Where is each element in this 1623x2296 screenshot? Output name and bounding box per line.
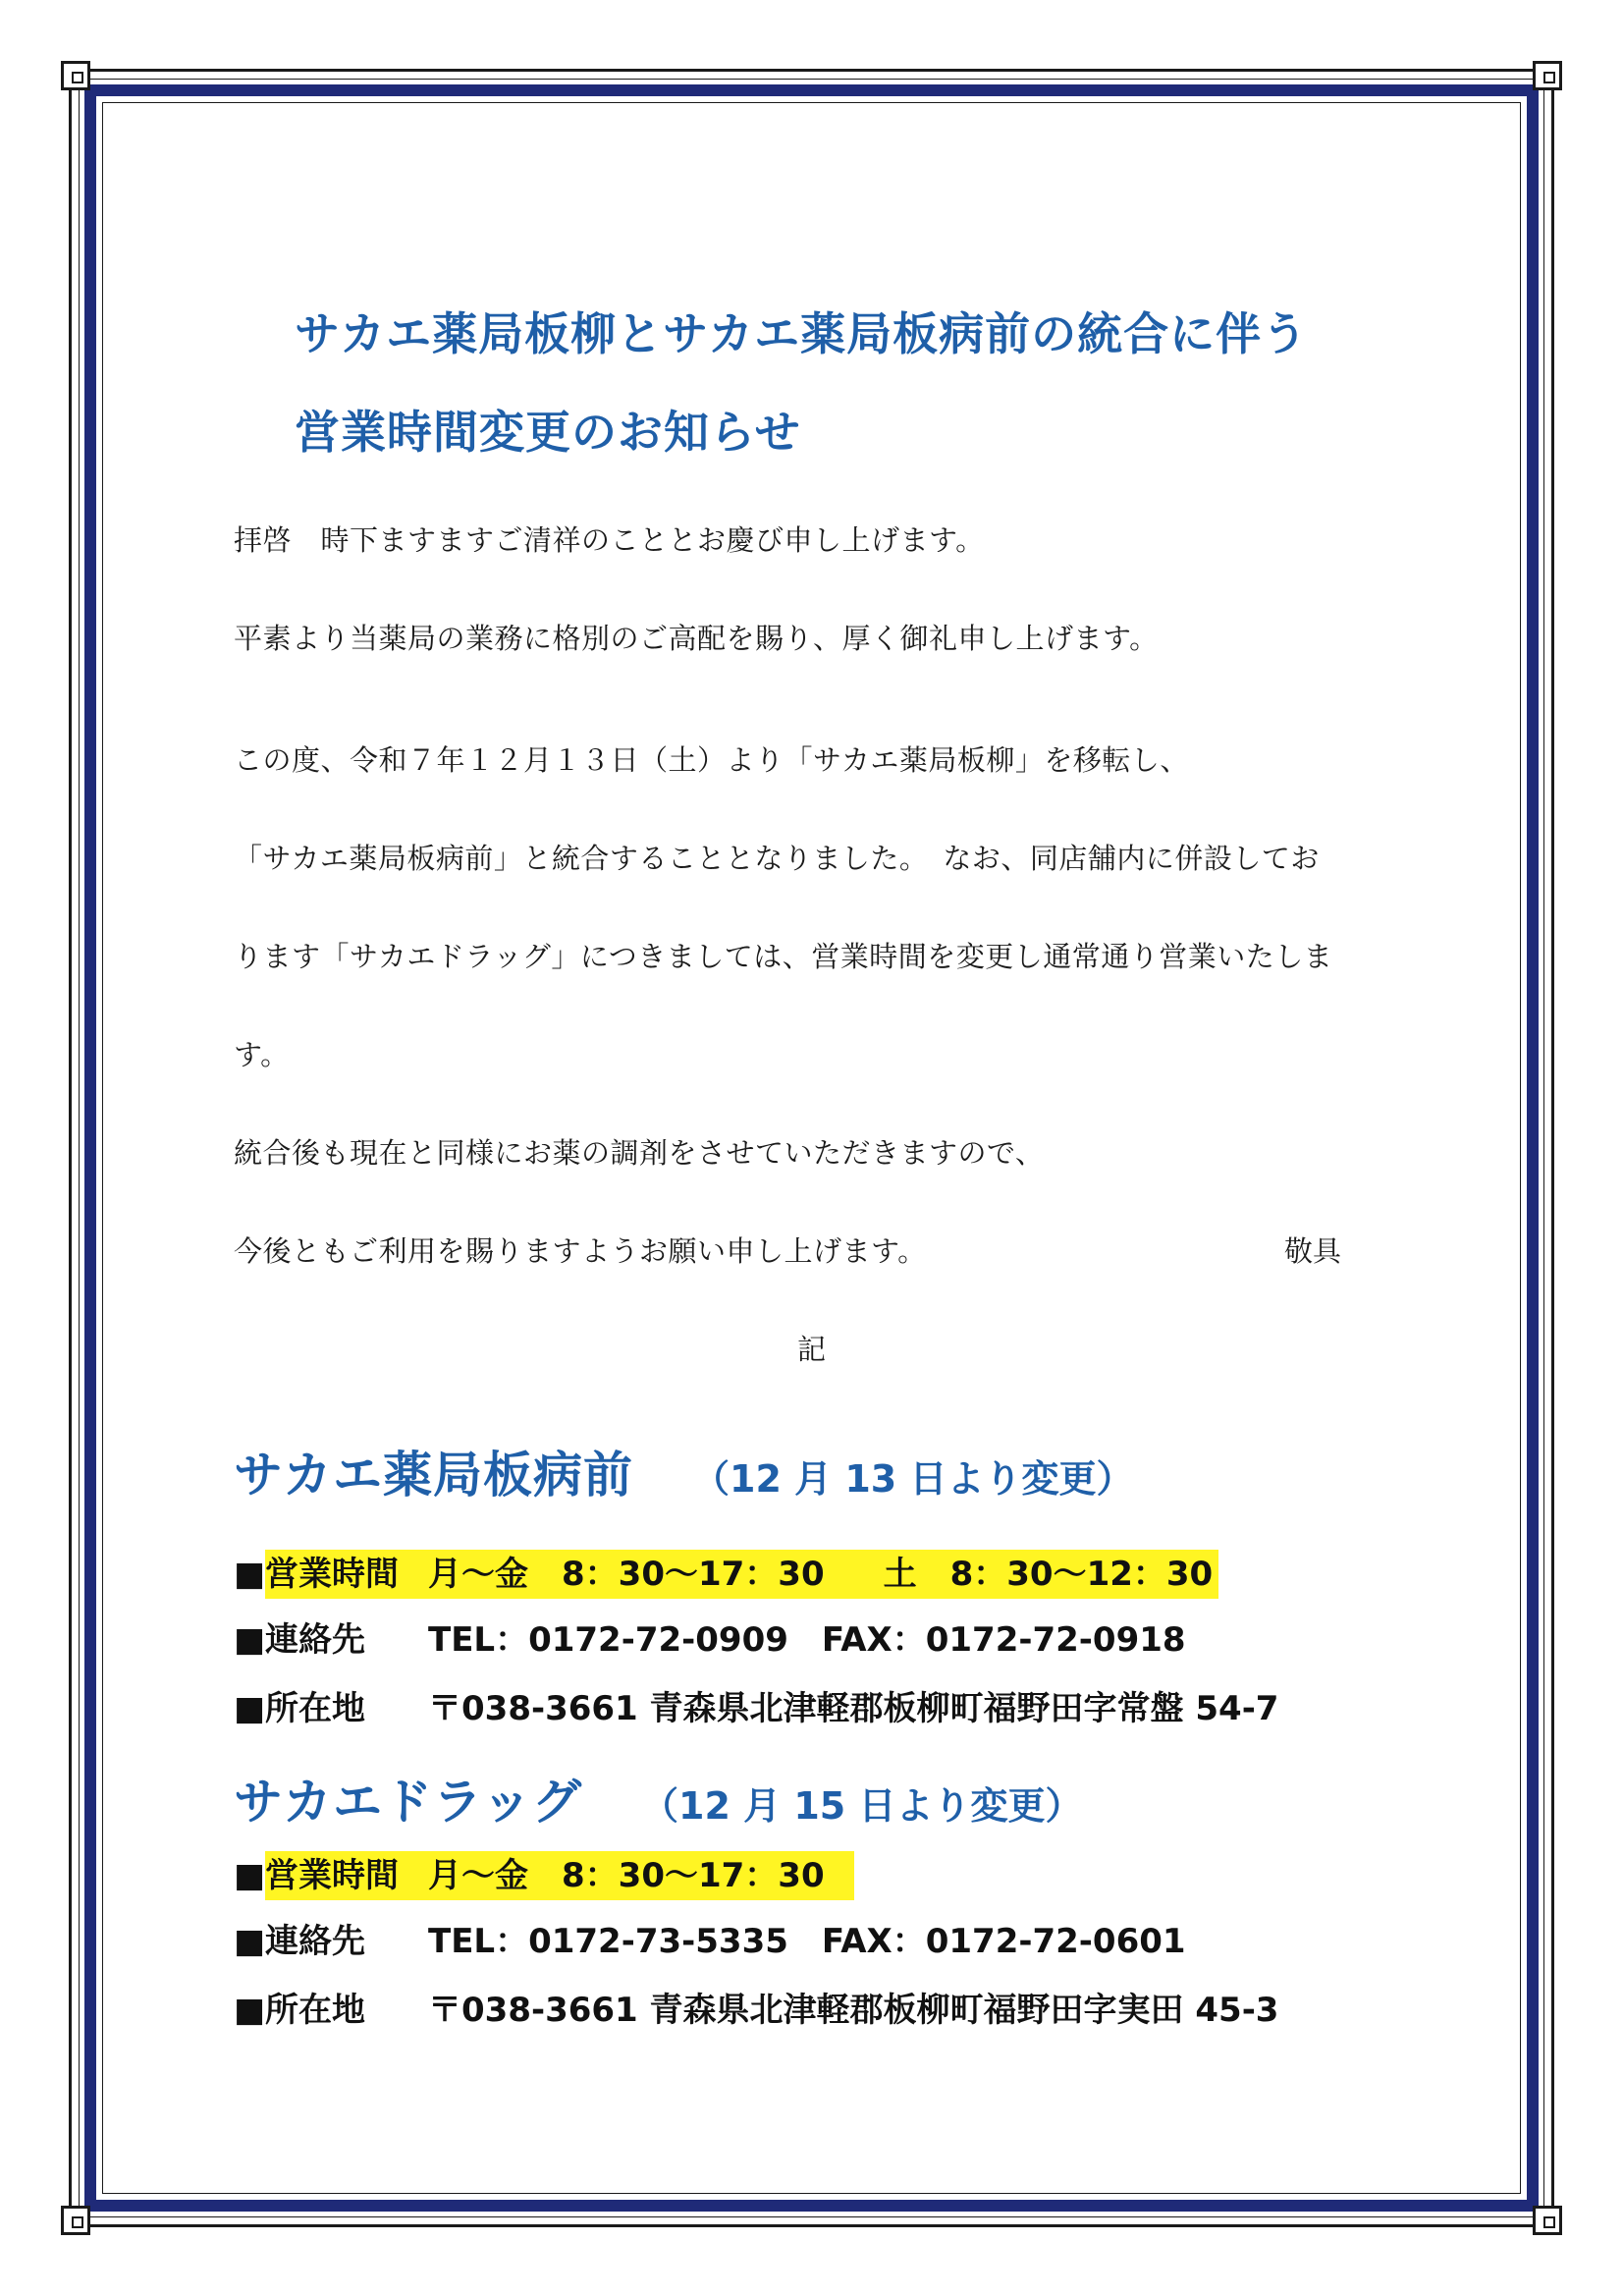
hours-highlight [265, 1851, 854, 1900]
frame-corner-top-right [1533, 61, 1562, 90]
bullet-square-icon: ■ [234, 1620, 266, 1660]
tel-number: TEL：0172-72-0909 [428, 1620, 788, 1660]
hours-label: 営業時間 [265, 1856, 399, 1895]
frame-corner-bottom-right [1533, 2206, 1562, 2235]
closing-keigu: 敬具 [1284, 1234, 1342, 1268]
body-line-1: 拝啓 時下ますますご清祥のこととお慶び申し上げます。 [234, 523, 985, 557]
address-label: 所在地 [265, 1991, 365, 2030]
ki-marker: 記 [797, 1333, 827, 1366]
body-line-8: 今後ともご利用を賜りますようお願い申し上げます。 [234, 1234, 927, 1268]
contact-row [234, 1615, 1186, 1665]
bullet-square-icon: ■ [234, 1689, 266, 1728]
contact-row [234, 1917, 1186, 1966]
address-text: 〒038-3661 青森県北津軽郡板柳町福野田字実田 45-3 [428, 1991, 1279, 2030]
hours-weekday: 月～金 8：30～17：30 [428, 1555, 825, 1594]
address-row [234, 1684, 1278, 1733]
notice-title [295, 285, 1424, 481]
address-text: 〒038-3661 青森県北津軽郡板柳町福野田字常盤 54-7 [428, 1689, 1279, 1728]
body-line-2: 平素より当薬局の業務に格別のご高配を賜り、厚く御礼申し上げます。 [234, 622, 1159, 655]
hours-highlight [265, 1550, 1218, 1599]
hours-weekday: 月～金 8：30～17：30 [428, 1856, 825, 1895]
body-line-4: 「サカエ薬局板病前」と統合することとなりました。 なお、同店舗内に併設してお [234, 842, 1320, 875]
fax-number: FAX：0172-72-0918 [821, 1620, 1186, 1660]
address-label: 所在地 [265, 1689, 365, 1728]
body-line-6: す。 [234, 1038, 290, 1071]
notice-title-line-1: サカエ薬局板柳とサカエ薬局板病前の統合に伴う [295, 307, 1309, 360]
hours-row [234, 1851, 854, 1900]
fax-number: FAX：0172-72-0601 [821, 1922, 1186, 1961]
bullet-square-icon: ■ [234, 1555, 266, 1594]
bullet-square-icon: ■ [234, 1856, 266, 1895]
body-line-5: ります「サカエドラッグ」につきましては、営業時間を変更し通常通り営業いたしま [234, 940, 1333, 973]
body-line-7: 統合後も現在と同様にお薬の調剤をさせていただきますので、 [234, 1136, 1045, 1170]
bullet-square-icon: ■ [234, 1991, 266, 2030]
section-change-note: （12 月 15 日より変更） [641, 1784, 1083, 1828]
contact-label: 連絡先 [265, 1922, 365, 1961]
hours-row [234, 1550, 1218, 1599]
section-change-note: （12 月 13 日より変更） [692, 1457, 1134, 1501]
hours-label: 営業時間 [265, 1555, 399, 1594]
section-heading-pharmacy [234, 1436, 1133, 1506]
hours-saturday: 土 8：30～12：30 [883, 1555, 1214, 1594]
section-name: サカエドラッグ [234, 1774, 582, 1831]
address-row [234, 1986, 1278, 2035]
section-name: サカエ薬局板病前 [234, 1447, 633, 1503]
contact-label: 連絡先 [265, 1620, 365, 1660]
notice-title-line-2: 営業時間変更のお知らせ [295, 406, 801, 459]
body-line-3: この度、令和７年１２月１３日（土）より「サカエ薬局板柳」を移転し、 [234, 743, 1189, 777]
frame-corner-bottom-left [61, 2206, 90, 2235]
section-heading-drugstore [234, 1763, 1082, 1833]
frame-corner-top-left [61, 61, 90, 90]
tel-number: TEL：0172-73-5335 [428, 1922, 788, 1961]
bullet-square-icon: ■ [234, 1922, 266, 1961]
